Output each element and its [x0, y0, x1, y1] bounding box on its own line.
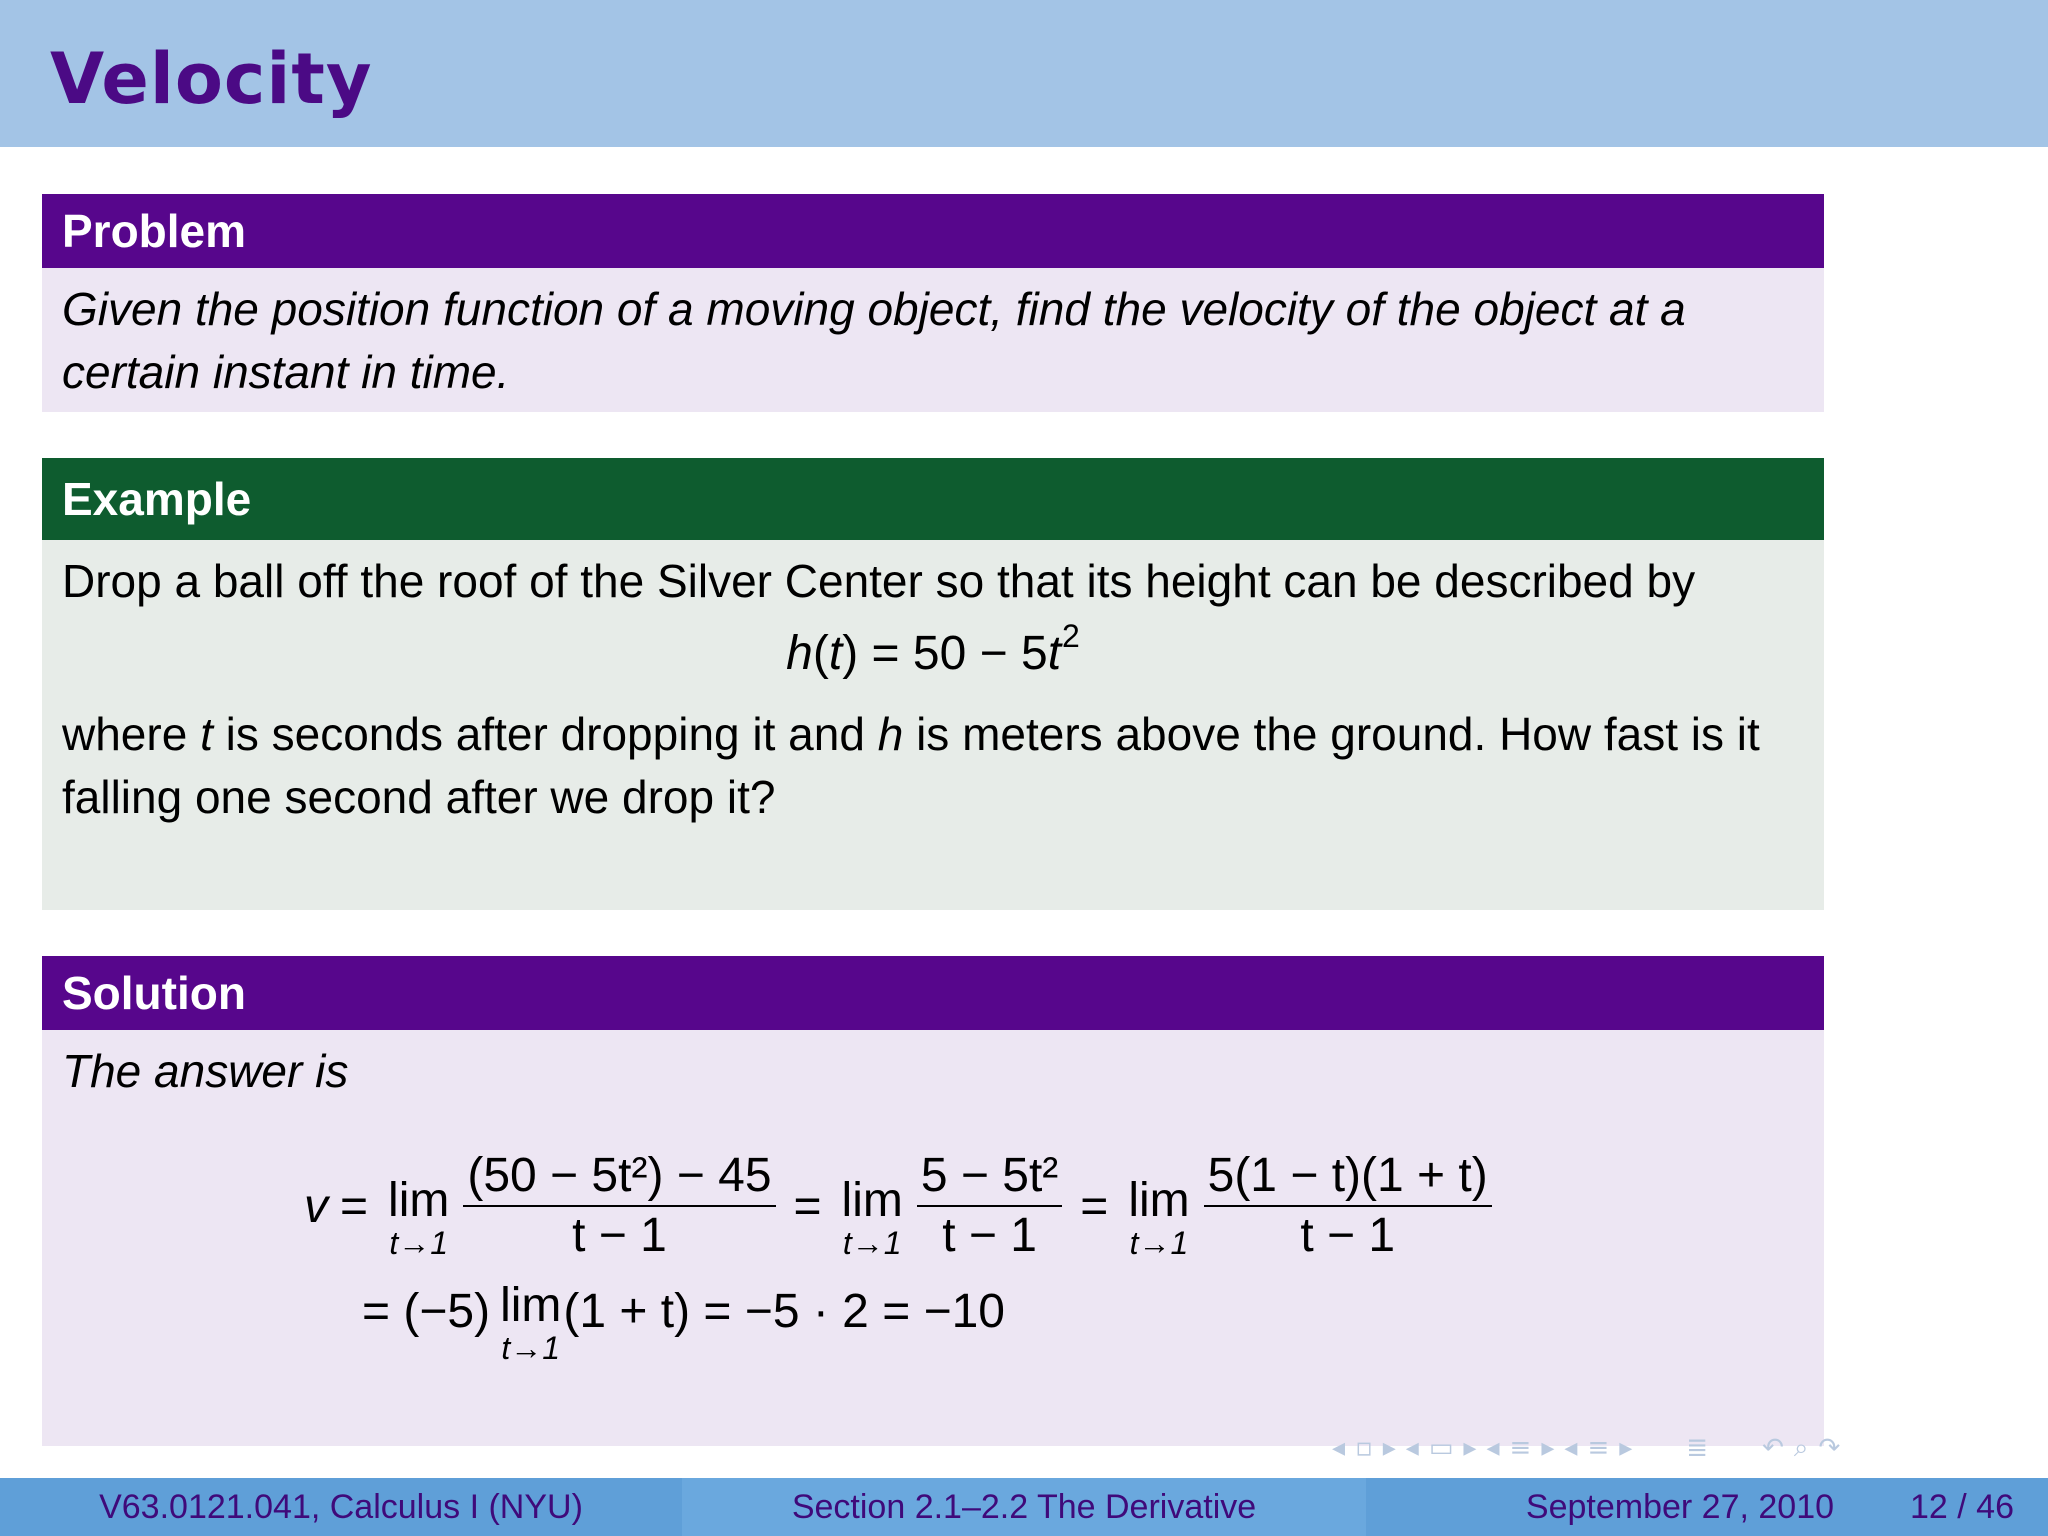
nav-forward-icon[interactable]: ↷: [1818, 1433, 1841, 1463]
equals-2: =: [793, 1179, 822, 1233]
nav-frame-icon[interactable]: ▫: [1355, 1433, 1373, 1463]
equals-1: =: [340, 1179, 369, 1233]
footer-course: [0, 1478, 682, 1536]
outro-part-2: is seconds after dropping it and: [212, 708, 878, 760]
problem-text: Given the position function of a moving object, find the velocity of the object at a certain instant in time.: [62, 283, 1686, 398]
lim-sub: t→1: [1129, 1225, 1189, 1261]
formula-const: 50: [912, 627, 967, 680]
problem-block: [42, 194, 1824, 412]
formula-var-t: t: [1047, 627, 1062, 680]
problem-heading: Problem: [42, 194, 1824, 268]
beamer-navigation: [1332, 1430, 1840, 1466]
nav-next-frame-icon[interactable]: ▸: [1382, 1433, 1396, 1463]
limit-1: [388, 1176, 449, 1260]
nav-back-icon[interactable]: ↶: [1762, 1433, 1784, 1463]
nav-doc-icon[interactable]: ≡: [1587, 1433, 1610, 1463]
lim-word: lim: [841, 1174, 903, 1227]
velocity-symbol: v: [304, 1179, 328, 1233]
example-outro: [62, 703, 1804, 829]
fraction-1: [463, 1147, 775, 1265]
slide-header: [0, 0, 2048, 147]
lim-word: lim: [1128, 1174, 1190, 1227]
lim-word: lim: [500, 1279, 562, 1332]
denominator: t − 1: [572, 1209, 667, 1262]
nav-prev-frame-icon[interactable]: ◂: [1332, 1433, 1346, 1463]
formula-var: t: [828, 627, 843, 680]
example-intro: Drop a ball off the roof of the Silver Center so that its height can be described by: [62, 555, 1696, 607]
solution-block: [42, 956, 1824, 1446]
footer-page-number: 12 / 46: [1910, 1487, 2014, 1526]
nav-next-subsection-icon[interactable]: ▸: [1463, 1433, 1477, 1463]
lim-word: lim: [388, 1174, 450, 1227]
footer-date: September 27, 2010: [1525, 1487, 1835, 1526]
formula-coef: 5: [1021, 627, 1048, 680]
equals-3: =: [1080, 1179, 1109, 1233]
line2-result: (1 + t) = −5 · 2 = −10: [563, 1284, 1005, 1338]
limit-3: [1128, 1176, 1189, 1260]
formula-minus: −: [979, 627, 1008, 680]
nav-prev-section-icon[interactable]: ◂: [1486, 1433, 1500, 1463]
outro-part-3: is meters above the ground. How fast is it falling one second after we drop it?: [62, 708, 1760, 823]
nav-search-icon[interactable]: ⌕: [1793, 1432, 1809, 1463]
lim-sub: t→1: [501, 1330, 561, 1366]
slide-footer: [0, 1478, 2048, 1536]
example-block: [42, 458, 1824, 910]
footer-course-text: V63.0121.041, Calculus I (NYU): [99, 1487, 583, 1526]
nav-next-doc-icon[interactable]: ▸: [1619, 1433, 1633, 1463]
lim-sub: t→1: [389, 1225, 449, 1261]
limit-4: [500, 1281, 561, 1365]
nav-next-section-icon[interactable]: ▸: [1541, 1433, 1555, 1463]
example-body: [42, 540, 1824, 910]
fraction-3: [1204, 1147, 1492, 1265]
formula-exp: 2: [1062, 618, 1080, 654]
example-heading: Example: [42, 458, 1824, 540]
solution-intro: The answer is: [62, 1045, 349, 1097]
nav-subsection-icon[interactable]: ▭: [1428, 1433, 1454, 1463]
slide-title: Velocity: [50, 38, 373, 120]
problem-body: [42, 268, 1824, 412]
denominator: t − 1: [1300, 1209, 1396, 1262]
footer-section: [682, 1478, 1366, 1536]
outro-var-h: h: [877, 708, 904, 760]
solution-body: [42, 1030, 1824, 1446]
solution-equation-line-2: [62, 1271, 1804, 1366]
numerator: 5(1 − t)(1 + t): [1207, 1149, 1488, 1202]
numerator: (50 − 5t²) − 45: [467, 1149, 772, 1202]
nav-align-icon[interactable]: ≣: [1686, 1433, 1709, 1463]
footer-date-page: [1366, 1478, 2048, 1536]
denominator: t − 1: [942, 1209, 1037, 1262]
formula-fn: h: [786, 627, 813, 680]
fraction-2: [917, 1147, 1062, 1265]
footer-section-text: Section 2.1–2.2 The Derivative: [791, 1487, 1257, 1526]
numerator: 5 − 5t²: [920, 1149, 1059, 1202]
outro-part-1: where: [62, 708, 201, 760]
height-formula: $h(t) = 50 - 5t^2$: [786, 618, 1080, 680]
outro-var-t: t: [200, 708, 213, 760]
solution-heading: Solution: [42, 956, 1824, 1030]
limit-2: [842, 1176, 903, 1260]
nav-prev-subsection-icon[interactable]: ◂: [1405, 1433, 1419, 1463]
formula-equals: =: [871, 627, 900, 680]
line2-prefix: = (−5): [362, 1284, 491, 1338]
nav-prev-doc-icon[interactable]: ◂: [1564, 1433, 1578, 1463]
nav-section-icon[interactable]: ≡: [1509, 1433, 1532, 1463]
solution-equation-line-1: [62, 1141, 1804, 1271]
lim-sub: t→1: [842, 1225, 902, 1261]
